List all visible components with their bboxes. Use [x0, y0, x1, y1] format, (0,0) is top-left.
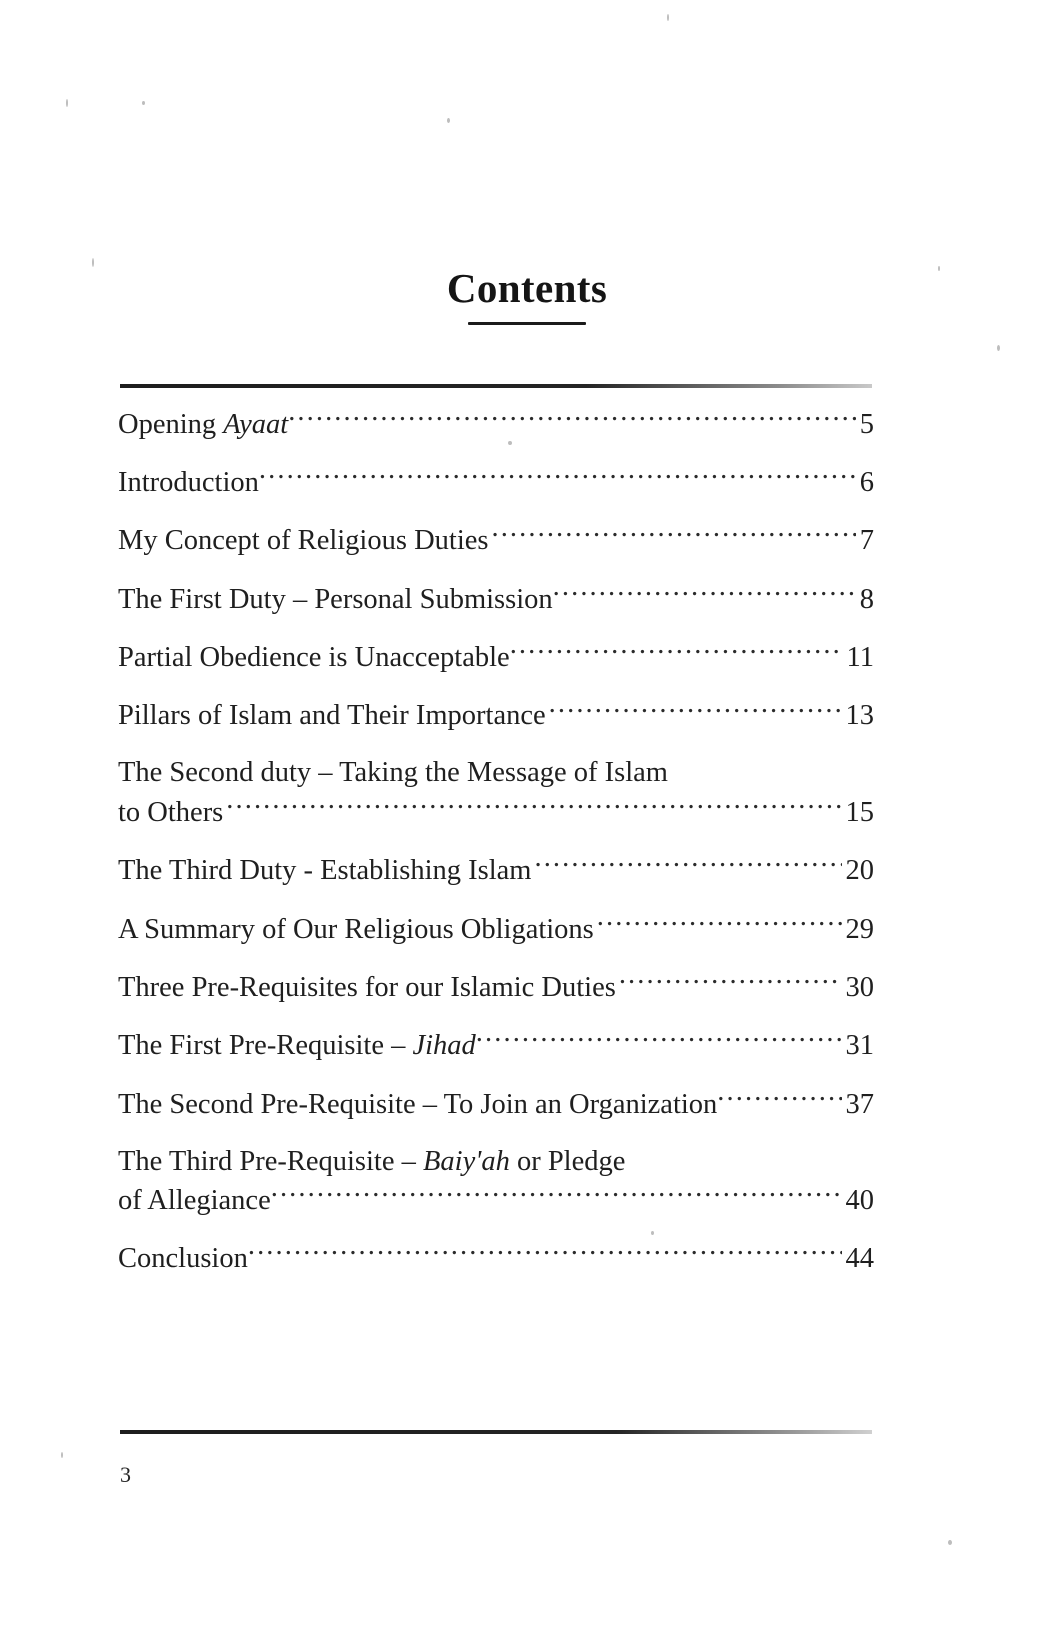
toc-entry-title-text: The First Duty – Personal Submission — [118, 583, 553, 615]
toc-top-rule — [120, 384, 872, 388]
toc-entry[interactable] — [118, 1084, 874, 1123]
toc-leader-dots — [271, 1180, 842, 1209]
toc-entry-title-continued: of Allegiance — [118, 1184, 271, 1216]
toc-entry[interactable] — [118, 1026, 874, 1065]
toc-leader-dots — [717, 1084, 841, 1113]
toc-entry-page-number: 29 — [845, 913, 874, 945]
toc-entry-page-number: 40 — [845, 1184, 874, 1216]
toc-entry-row — [118, 462, 874, 501]
toc-entry-page-number: 8 — [859, 583, 874, 615]
toc-leader-dots — [597, 909, 842, 938]
toc-entry-title-italic-term: Baiy'ah — [423, 1145, 510, 1177]
toc-entry-title-text: Introduction — [118, 466, 259, 498]
toc-entry-title — [118, 406, 288, 444]
toc-leader-dots — [549, 696, 842, 725]
toc-entry-page-number: 5 — [859, 408, 874, 440]
toc-entry-page-number: 31 — [845, 1030, 874, 1062]
toc-entry-title — [118, 697, 546, 735]
scan-speck — [997, 345, 1000, 351]
toc-entry[interactable] — [118, 754, 874, 831]
toc-entry-page-number: 11 — [846, 642, 874, 674]
toc-entry-page-number: 15 — [845, 796, 874, 828]
toc-entry-page-number: 37 — [845, 1088, 874, 1120]
toc-leader-dots — [534, 851, 841, 880]
toc-entry-title-text: Partial Obedience is Unacceptable — [118, 642, 510, 674]
toc-entry-row — [118, 696, 874, 735]
toc-entry-row — [118, 1026, 874, 1065]
toc-leader-dots — [553, 579, 856, 608]
toc-leader-dots — [476, 1026, 842, 1055]
toc-entry[interactable] — [118, 521, 874, 560]
toc-entry-title — [118, 911, 594, 949]
toc-leader-dots — [226, 792, 841, 821]
toc-entry-title — [118, 969, 616, 1007]
page-title-block — [0, 265, 1054, 325]
toc-entry-row — [118, 521, 874, 560]
toc-entry-row — [118, 638, 874, 677]
toc-entry[interactable] — [118, 462, 874, 501]
toc-entry-title-continued: to Others — [118, 796, 224, 828]
toc-entry[interactable] — [118, 851, 874, 890]
toc-entry-page-number: 20 — [845, 855, 874, 887]
toc-entry-title-text: Conclusion — [118, 1243, 248, 1275]
toc-entry[interactable] — [118, 1143, 874, 1220]
toc-entry-title-line — [118, 1143, 874, 1181]
toc-entry-row — [118, 1239, 874, 1278]
toc-entry-row — [118, 404, 874, 443]
toc-leader-dots — [619, 967, 842, 996]
page-title: Contents — [446, 265, 608, 311]
toc-entry-title-text: The Second duty – Taking the Message of Islam — [118, 757, 668, 789]
toc-entry-row — [118, 792, 874, 831]
toc-entry-title-text: My Concept of Religious Duties — [118, 525, 489, 557]
title-underline-rule — [468, 322, 586, 325]
toc-leader-dots — [288, 404, 856, 433]
toc-entry-title — [118, 1240, 248, 1278]
scan-speck — [92, 258, 94, 267]
scan-speck — [142, 101, 145, 105]
toc-entry-title — [118, 1027, 476, 1065]
toc-entry[interactable] — [118, 967, 874, 1006]
toc-entry-page-number: 6 — [859, 466, 874, 498]
toc-entry-title-text: Three Pre-Requisites for our Islamic Duties — [118, 971, 616, 1003]
toc-entry-title — [118, 464, 259, 502]
toc-entry-title-line — [118, 754, 874, 792]
toc-entry-row — [118, 909, 874, 948]
scan-speck — [667, 14, 669, 21]
toc-entry-title-text-tail: or Pledge — [509, 1145, 626, 1177]
scan-speck — [61, 1452, 63, 1458]
scan-speck — [948, 1540, 952, 1545]
toc-leader-dots — [510, 638, 843, 667]
toc-entry[interactable] — [118, 696, 874, 735]
toc-entry[interactable] — [118, 1239, 874, 1278]
scan-speck — [447, 118, 450, 123]
toc-entry-title — [118, 522, 488, 560]
toc-entry-row — [118, 579, 874, 618]
toc-entry-row — [118, 851, 874, 890]
toc-entry-page-number: 7 — [859, 525, 874, 557]
toc-entry-title — [118, 581, 553, 619]
toc-entry-title — [118, 639, 510, 677]
toc-entry-page-number: 30 — [845, 971, 874, 1003]
table-of-contents — [118, 404, 874, 1297]
toc-leader-dots — [259, 462, 856, 491]
toc-entry[interactable] — [118, 638, 874, 677]
toc-leader-dots — [248, 1239, 842, 1268]
toc-entry-title-italic-term: Ayaat — [223, 408, 289, 440]
toc-entry-title-text: The Second Pre-Requisite – To Join an Organization — [118, 1088, 718, 1120]
toc-entry-row — [118, 1084, 874, 1123]
toc-entry-title-text: The First Pre-Requisite – — [118, 1030, 413, 1062]
toc-entry-row — [118, 967, 874, 1006]
toc-entry[interactable] — [118, 404, 874, 443]
toc-entry[interactable] — [118, 909, 874, 948]
toc-entry[interactable] — [118, 579, 874, 618]
page-folio-number: 3 — [120, 1462, 131, 1487]
toc-entry-title-text: Opening — [118, 408, 224, 440]
toc-entry-title-text: Pillars of Islam and Their Importance — [118, 700, 546, 732]
toc-entry-title — [118, 757, 668, 788]
toc-entry-title-italic-term: Jihad — [412, 1030, 476, 1062]
toc-entry-title — [118, 1146, 625, 1177]
toc-entry-page-number: 13 — [845, 700, 874, 732]
toc-entry-page-number: 44 — [845, 1243, 874, 1275]
toc-entry-title-text: The Third Duty - Establishing Islam — [118, 855, 532, 887]
toc-entry-row — [118, 1180, 874, 1219]
toc-entry-title — [118, 852, 531, 890]
toc-bottom-rule — [120, 1430, 872, 1434]
toc-entry-title-text: A Summary of Our Religious Obligations — [118, 913, 594, 945]
toc-entry-title-text: The Third Pre-Requisite – — [118, 1145, 423, 1177]
toc-leader-dots — [491, 521, 855, 550]
toc-entry-title — [118, 1086, 717, 1124]
scan-speck — [66, 99, 68, 107]
